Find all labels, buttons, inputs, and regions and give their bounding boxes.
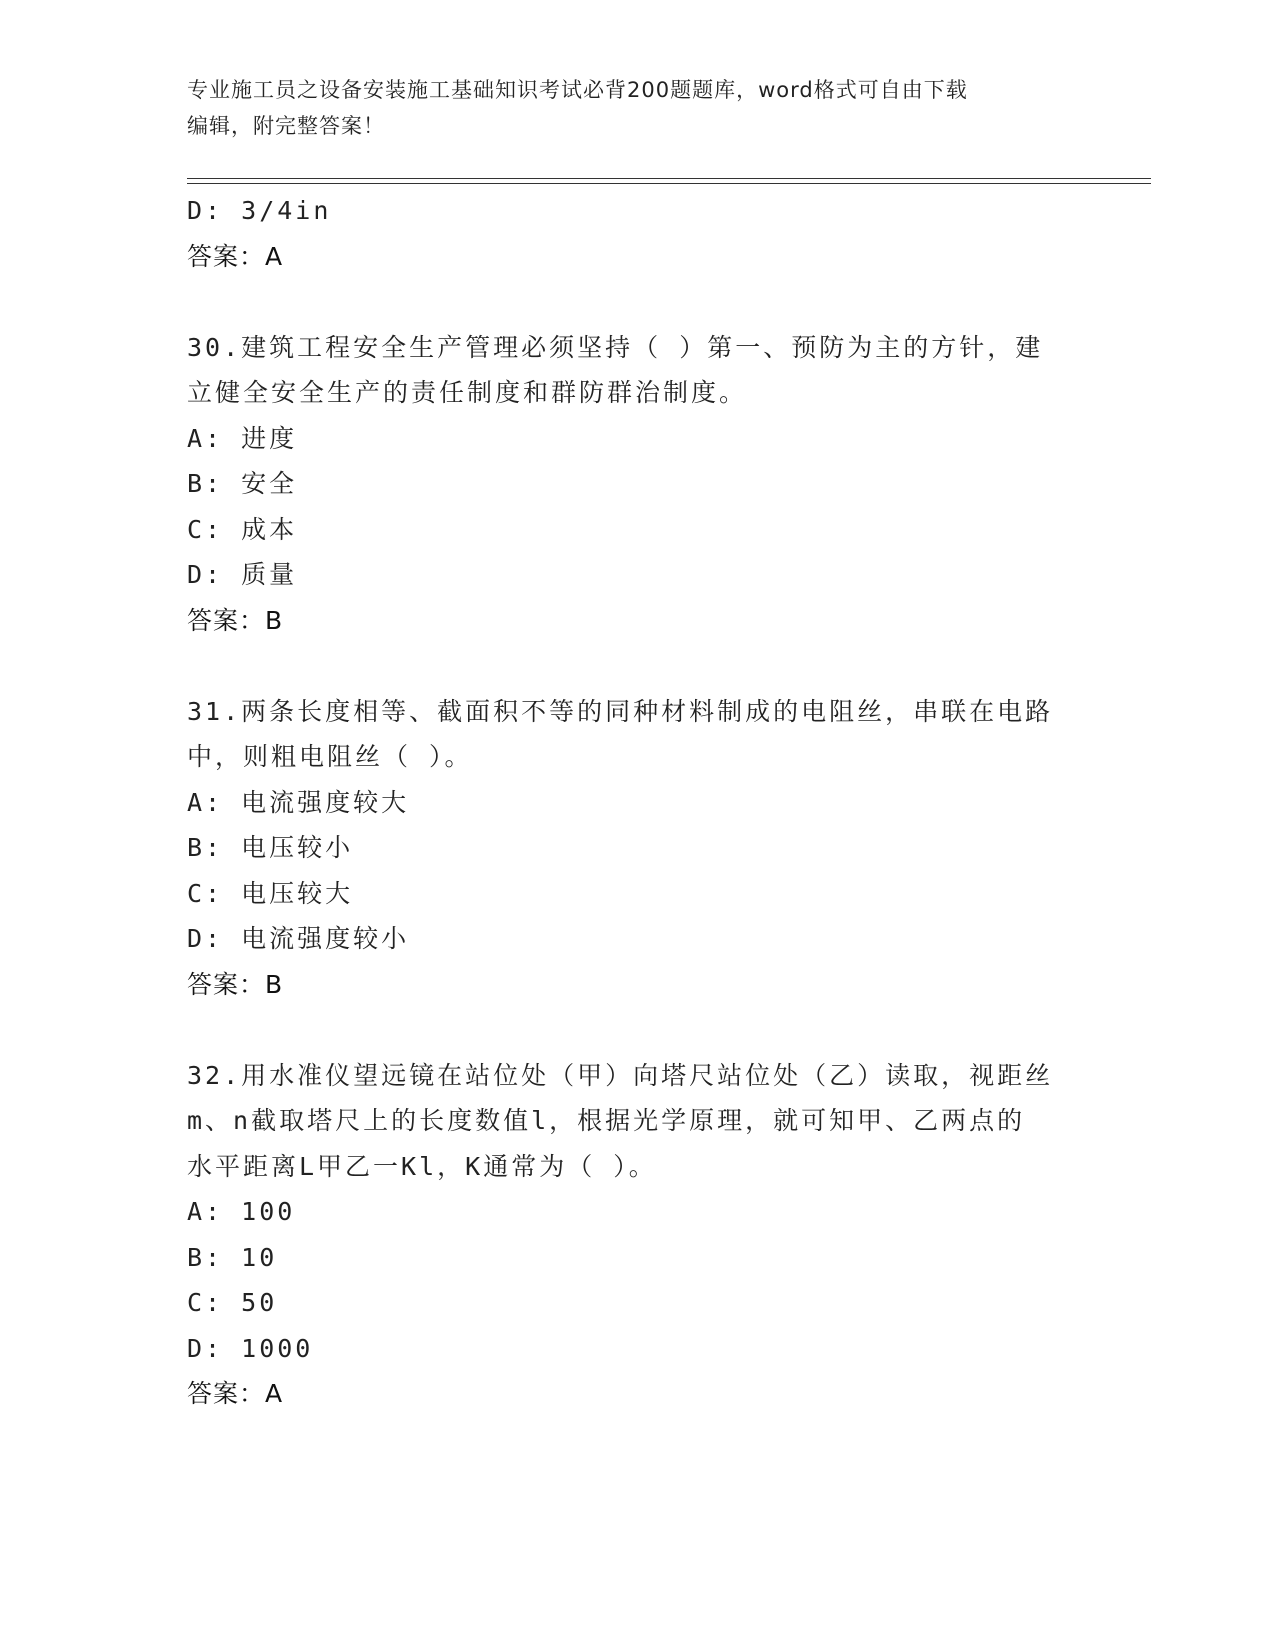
answer-line: 答案：B [187,605,284,635]
previous-question-fragment [187,188,1087,279]
question-line: 32.用水准仪望远镜在站位处（甲）向塔尺站位处（乙）读取，视距丝 [187,1060,1054,1090]
spacer [187,279,1087,325]
page-header [187,72,1087,144]
question-text [187,1053,1087,1190]
option-a: A: 电流强度较大 [187,787,410,817]
option-d: D: 电流强度较小 [187,924,410,953]
header-title-line-2: 编辑，附完整答案！ [187,114,385,138]
question-line: 30.建筑工程安全生产管理必须坚持（ ）第一、预防为主的方针，建 [187,332,1044,362]
option-c: C: 成本 [187,514,298,544]
question-line: m、n截取塔尺上的长度数值l，根据光学原理，就可知甲、乙两点的 [187,1106,1026,1135]
option-b: B: 电压较小 [187,833,354,862]
option-d: D: 3/4in [187,196,332,225]
question-text [187,689,1087,780]
option-a: A: 100 [187,1197,296,1226]
option-c: C: 电压较大 [187,878,354,908]
question-line: 31.两条长度相等、截面积不等的同种材料制成的电阻丝，串联在电路 [187,696,1054,726]
option-d: D: 1000 [187,1333,314,1363]
question-line: 水平距离L甲乙一Kl，K通常为（ ）。 [187,1151,657,1181]
header-title-line-1: 专业施工员之设备安装施工基础知识考试必背200题题库，word格式可自由下载 [187,78,968,102]
question-list [187,188,1087,1417]
answer-line: 答案：B [187,969,284,999]
question-32 [187,1053,1087,1417]
question-line: 立健全安全生产的责任制度和群防群治制度。 [187,378,748,407]
answer-line: 答案：A [187,241,284,271]
option-d: D: 质量 [187,560,298,589]
option-c: C: 50 [187,1288,278,1317]
spacer [187,643,1087,689]
question-30 [187,325,1087,644]
question-line: 中，则粗电阻丝（ ）。 [187,742,473,771]
option-b: B: 安全 [187,469,298,498]
option-b: B: 10 [187,1242,278,1272]
question-31 [187,689,1087,1008]
option-a: A: 进度 [187,423,298,453]
header-divider [187,178,1151,184]
answer-line: 答案：A [187,1379,284,1408]
spacer [187,1007,1087,1053]
question-text [187,325,1087,416]
